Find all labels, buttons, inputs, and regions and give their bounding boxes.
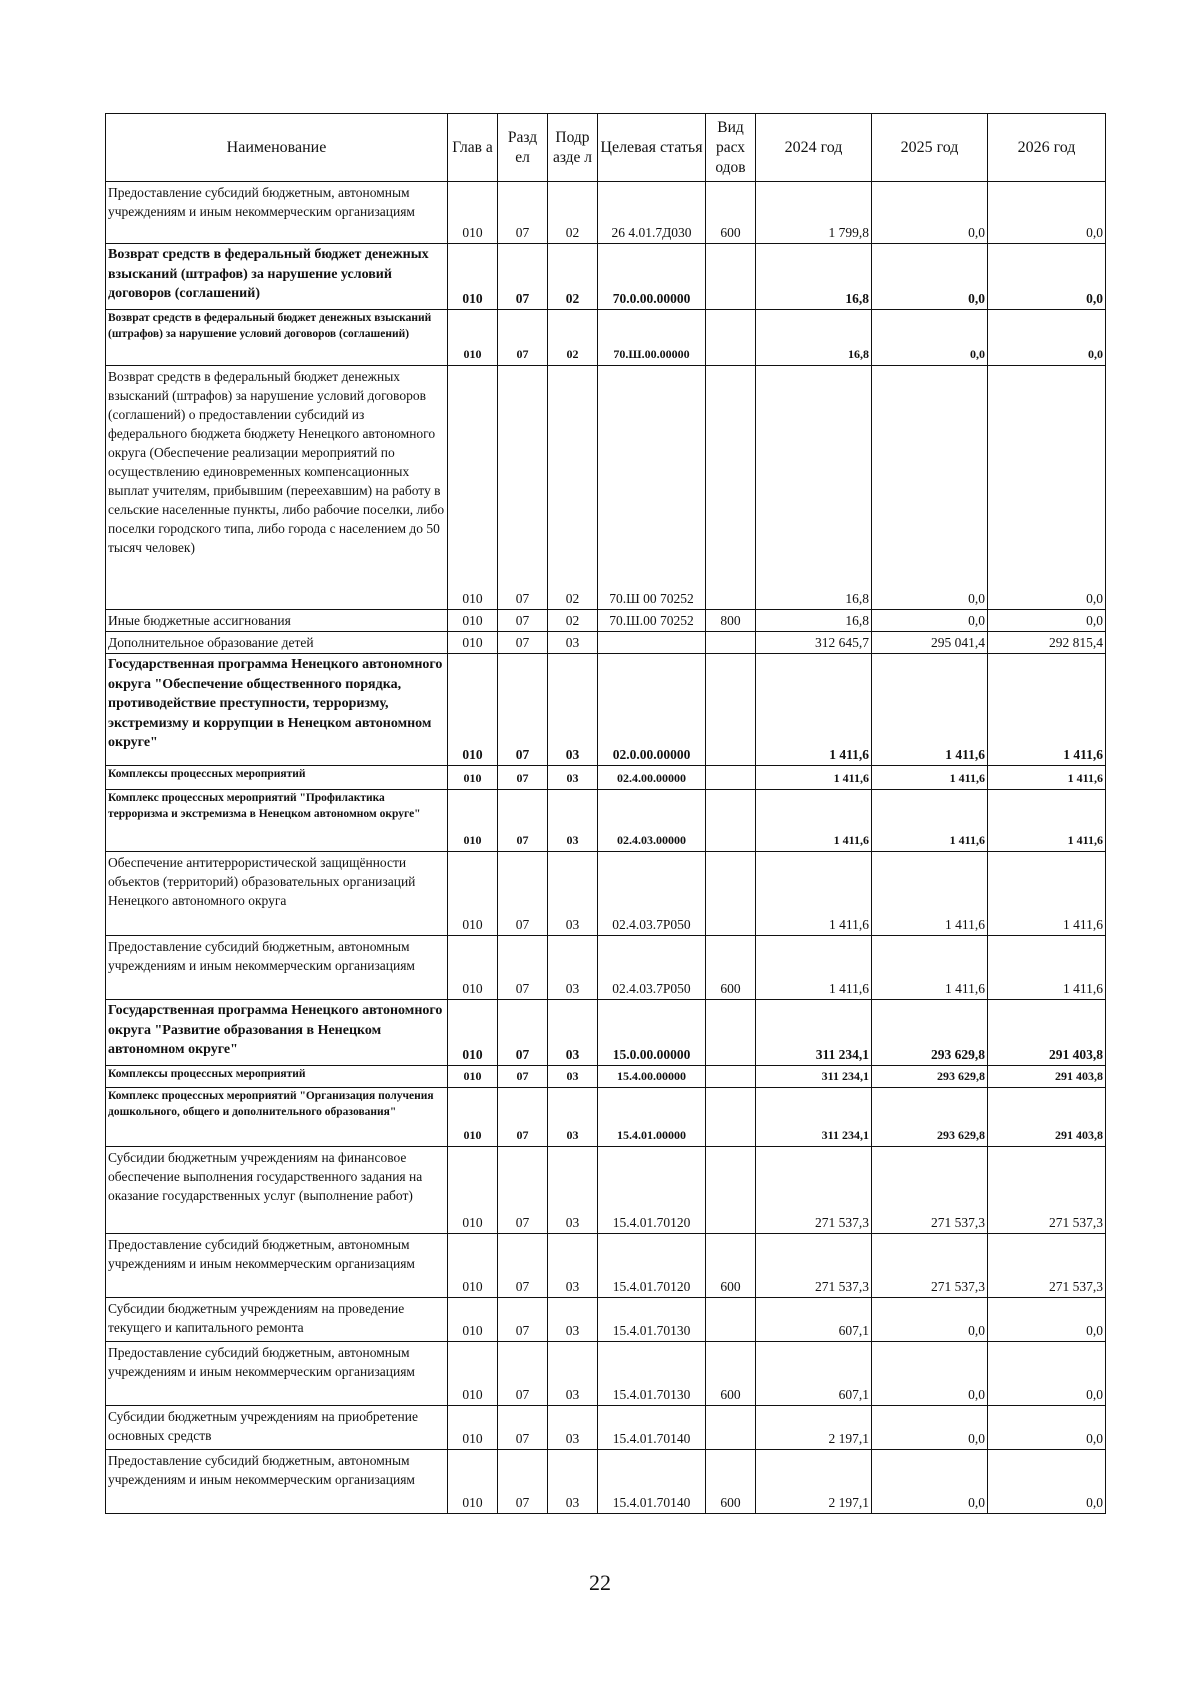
- cell-podrazdel: 02: [548, 366, 598, 610]
- cell-2025: 1 411,6: [872, 852, 988, 936]
- cell-vid-rashodov: [706, 366, 756, 610]
- cell-glava: 010: [448, 1088, 498, 1147]
- cell-podrazdel: 03: [548, 1147, 598, 1234]
- cell-razdel: 07: [498, 1450, 548, 1514]
- cell-razdel: 07: [498, 936, 548, 1000]
- cell-celevaya-statya: 70.0.00.00000: [598, 244, 706, 310]
- cell-celevaya-statya: 15.0.00.00000: [598, 1000, 706, 1066]
- cell-name: Возврат средств в федеральный бюджет денежных взысканий (штрафов) за нарушение условий договоров (соглашений): [106, 244, 448, 310]
- cell-celevaya-statya: 70.Ш.00 70252: [598, 610, 706, 632]
- cell-celevaya-statya: [598, 632, 706, 654]
- cell-2026: 291 403,8: [988, 1088, 1106, 1147]
- cell-vid-rashodov: [706, 1298, 756, 1342]
- cell-razdel: 07: [498, 1000, 548, 1066]
- cell-2025: 1 411,6: [872, 790, 988, 852]
- cell-2026: 1 411,6: [988, 790, 1106, 852]
- cell-name: Иные бюджетные ассигнования: [106, 610, 448, 632]
- cell-name: Государственная программа Ненецкого автономного округа "Развитие образования в Ненецком автономном округе": [106, 1000, 448, 1066]
- table-row: [106, 244, 1106, 310]
- table-row: [106, 766, 1106, 790]
- cell-2025: 295 041,4: [872, 632, 988, 654]
- page-number: 22: [589, 1570, 611, 1595]
- cell-glava: 010: [448, 632, 498, 654]
- cell-celevaya-statya: 15.4.01.70120: [598, 1234, 706, 1298]
- cell-2024: 1 411,6: [756, 852, 872, 936]
- header-celevaya-statya: Целевая статья: [598, 114, 706, 182]
- table-row: [106, 1088, 1106, 1147]
- cell-vid-rashodov: [706, 1000, 756, 1066]
- cell-celevaya-statya: 02.4.03.7Р050: [598, 936, 706, 1000]
- cell-razdel: 07: [498, 1298, 548, 1342]
- cell-vid-rashodov: [706, 632, 756, 654]
- cell-glava: 010: [448, 936, 498, 1000]
- cell-podrazdel: 03: [548, 1000, 598, 1066]
- table-row: [106, 654, 1106, 766]
- cell-2025: 271 537,3: [872, 1147, 988, 1234]
- cell-name: Субсидии бюджетным учреждениям на финансовое обеспечение выполнения государственного задания на оказание государственных услуг (выполнение работ): [106, 1147, 448, 1234]
- cell-2026: 0,0: [988, 310, 1106, 366]
- header-2025: 2025 год: [872, 114, 988, 182]
- cell-2025: 293 629,8: [872, 1066, 988, 1088]
- cell-name: Дополнительное образование детей: [106, 632, 448, 654]
- cell-celevaya-statya: 70.Ш 00 70252: [598, 366, 706, 610]
- cell-podrazdel: 03: [548, 654, 598, 766]
- cell-name: Субсидии бюджетным учреждениям на приобретение основных средств: [106, 1406, 448, 1450]
- cell-celevaya-statya: 15.4.01.70120: [598, 1147, 706, 1234]
- cell-podrazdel: 03: [548, 1342, 598, 1406]
- cell-razdel: 07: [498, 766, 548, 790]
- cell-2026: 271 537,3: [988, 1147, 1106, 1234]
- cell-razdel: 07: [498, 610, 548, 632]
- cell-glava: 010: [448, 1234, 498, 1298]
- cell-2026: 0,0: [988, 610, 1106, 632]
- cell-2025: 0,0: [872, 610, 988, 632]
- cell-podrazdel: 03: [548, 790, 598, 852]
- cell-glava: 010: [448, 366, 498, 610]
- cell-podrazdel: 03: [548, 766, 598, 790]
- cell-2026: 0,0: [988, 1406, 1106, 1450]
- cell-vid-rashodov: [706, 1066, 756, 1088]
- cell-razdel: 07: [498, 654, 548, 766]
- header-razdel: Разд ел: [498, 114, 548, 182]
- cell-vid-rashodov: [706, 766, 756, 790]
- cell-vid-rashodov: [706, 1406, 756, 1450]
- cell-2024: 16,8: [756, 366, 872, 610]
- cell-razdel: 07: [498, 1406, 548, 1450]
- cell-2026: 0,0: [988, 1450, 1106, 1514]
- cell-razdel: 07: [498, 1147, 548, 1234]
- cell-name: Государственная программа Ненецкого автономного округа "Обеспечение общественного порядка, противодействие преступности, терроризму, экстремизму и коррупции в Ненецком автономном округе": [106, 654, 448, 766]
- cell-2024: 271 537,3: [756, 1147, 872, 1234]
- cell-vid-rashodov: [706, 310, 756, 366]
- table-row: [106, 310, 1106, 366]
- table-row: [106, 1000, 1106, 1066]
- table-row: [106, 852, 1106, 936]
- cell-2026: 291 403,8: [988, 1066, 1106, 1088]
- cell-razdel: 07: [498, 182, 548, 244]
- cell-vid-rashodov: [706, 1147, 756, 1234]
- cell-razdel: 07: [498, 310, 548, 366]
- cell-glava: 010: [448, 790, 498, 852]
- header-2024: 2024 год: [756, 114, 872, 182]
- cell-glava: 010: [448, 244, 498, 310]
- table-body: [106, 182, 1106, 1514]
- cell-2024: 312 645,7: [756, 632, 872, 654]
- table-row: [106, 1234, 1106, 1298]
- header-glava: Глав а: [448, 114, 498, 182]
- cell-celevaya-statya: 15.4.01.70140: [598, 1450, 706, 1514]
- cell-razdel: 07: [498, 790, 548, 852]
- cell-name: Предоставление субсидий бюджетным, автономным учреждениям и иным некоммерческим организациям: [106, 1342, 448, 1406]
- cell-vid-rashodov: [706, 244, 756, 310]
- cell-2025: 0,0: [872, 1298, 988, 1342]
- cell-2026: 0,0: [988, 366, 1106, 610]
- cell-2026: 0,0: [988, 244, 1106, 310]
- cell-2026: 0,0: [988, 1298, 1106, 1342]
- cell-2025: 293 629,8: [872, 1000, 988, 1066]
- table-row: [106, 1298, 1106, 1342]
- cell-2025: 0,0: [872, 182, 988, 244]
- cell-podrazdel: 03: [548, 1234, 598, 1298]
- cell-name: Предоставление субсидий бюджетным, автономным учреждениям и иным некоммерческим организациям: [106, 1234, 448, 1298]
- cell-podrazdel: 02: [548, 182, 598, 244]
- cell-razdel: 07: [498, 1342, 548, 1406]
- cell-vid-rashodov: [706, 852, 756, 936]
- cell-name: Предоставление субсидий бюджетным, автономным учреждениям и иным некоммерческим организациям: [106, 1450, 448, 1514]
- cell-celevaya-statya: 15.4.01.70130: [598, 1298, 706, 1342]
- cell-razdel: 07: [498, 852, 548, 936]
- cell-podrazdel: 02: [548, 610, 598, 632]
- table-row: [106, 1066, 1106, 1088]
- cell-2025: 293 629,8: [872, 1088, 988, 1147]
- cell-vid-rashodov: 600: [706, 1234, 756, 1298]
- cell-name: Комплексы процессных мероприятий: [106, 1066, 448, 1088]
- cell-glava: 010: [448, 1147, 498, 1234]
- cell-vid-rashodov: 800: [706, 610, 756, 632]
- cell-celevaya-statya: 02.4.03.7Р050: [598, 852, 706, 936]
- cell-name: Возврат средств в федеральный бюджет денежных взысканий (штрафов) за нарушение условий договоров (соглашений) о предоставлении субсидий из федерального бюджета бюджету Ненецкого автономного округа (Обеспечение реализации мероприятий по осуществлению единовременных компенсационных выплат учителям, прибывшим (переехавшим) на работу в сельские населенные пункты, либо рабочие поселки, либо поселки городского типа, либо города с населением до 50 тысяч человек): [106, 366, 448, 610]
- cell-podrazdel: 03: [548, 1298, 598, 1342]
- header-vid-rashodov: Вид расх одов: [706, 114, 756, 182]
- table-row: [106, 1147, 1106, 1234]
- cell-celevaya-statya: 02.4.03.00000: [598, 790, 706, 852]
- cell-2024: 607,1: [756, 1342, 872, 1406]
- cell-2024: 16,8: [756, 244, 872, 310]
- table-row: [106, 1450, 1106, 1514]
- cell-2024: 16,8: [756, 310, 872, 366]
- cell-glava: 010: [448, 182, 498, 244]
- cell-2026: 292 815,4: [988, 632, 1106, 654]
- cell-2026: 1 411,6: [988, 654, 1106, 766]
- cell-glava: 010: [448, 1000, 498, 1066]
- cell-2026: 271 537,3: [988, 1234, 1106, 1298]
- cell-celevaya-statya: 15.4.01.70130: [598, 1342, 706, 1406]
- table-row: [106, 1406, 1106, 1450]
- cell-2026: 0,0: [988, 182, 1106, 244]
- cell-vid-rashodov: [706, 654, 756, 766]
- cell-celevaya-statya: 70.Ш.00.00000: [598, 310, 706, 366]
- cell-2026: 1 411,6: [988, 766, 1106, 790]
- header-row: [106, 114, 1106, 182]
- cell-podrazdel: 03: [548, 1066, 598, 1088]
- cell-glava: 010: [448, 1406, 498, 1450]
- header-2026: 2026 год: [988, 114, 1106, 182]
- cell-2026: 291 403,8: [988, 1000, 1106, 1066]
- cell-2024: 2 197,1: [756, 1406, 872, 1450]
- cell-2024: 271 537,3: [756, 1234, 872, 1298]
- cell-glava: 010: [448, 766, 498, 790]
- cell-podrazdel: 02: [548, 310, 598, 366]
- cell-razdel: 07: [498, 1088, 548, 1147]
- cell-name: Комплекс процессных мероприятий "Профилактика терроризма и экстремизма в Ненецком автономном округе": [106, 790, 448, 852]
- cell-2025: 1 411,6: [872, 654, 988, 766]
- cell-2024: 1 411,6: [756, 936, 872, 1000]
- cell-2025: 0,0: [872, 366, 988, 610]
- table-row: [106, 182, 1106, 244]
- table-row: [106, 936, 1106, 1000]
- cell-podrazdel: 03: [548, 852, 598, 936]
- cell-name: Комплекс процессных мероприятий "Организация получения дошкольного, общего и дополнительного образования": [106, 1088, 448, 1147]
- cell-2025: 0,0: [872, 1406, 988, 1450]
- cell-razdel: 07: [498, 1234, 548, 1298]
- cell-2024: 311 234,1: [756, 1066, 872, 1088]
- cell-razdel: 07: [498, 366, 548, 610]
- header-podrazdel: Подр азде л: [548, 114, 598, 182]
- cell-razdel: 07: [498, 1066, 548, 1088]
- cell-podrazdel: 03: [548, 1406, 598, 1450]
- cell-glava: 010: [448, 1298, 498, 1342]
- cell-2024: 2 197,1: [756, 1450, 872, 1514]
- cell-name: Предоставление субсидий бюджетным, автономным учреждениям и иным некоммерческим организациям: [106, 936, 448, 1000]
- cell-2024: 1 411,6: [756, 766, 872, 790]
- cell-2026: 0,0: [988, 1342, 1106, 1406]
- cell-vid-rashodov: 600: [706, 936, 756, 1000]
- cell-name: Комплексы процессных мероприятий: [106, 766, 448, 790]
- cell-glava: 010: [448, 1450, 498, 1514]
- cell-2024: 607,1: [756, 1298, 872, 1342]
- cell-podrazdel: 03: [548, 1450, 598, 1514]
- cell-name: Предоставление субсидий бюджетным, автономным учреждениям и иным некоммерческим организациям: [106, 182, 448, 244]
- cell-vid-rashodov: 600: [706, 1450, 756, 1514]
- cell-name: Возврат средств в федеральный бюджет денежных взысканий (штрафов) за нарушение условий договоров (соглашений): [106, 310, 448, 366]
- cell-razdel: 07: [498, 244, 548, 310]
- cell-celevaya-statya: 15.4.01.00000: [598, 1088, 706, 1147]
- cell-2024: 16,8: [756, 610, 872, 632]
- cell-glava: 010: [448, 610, 498, 632]
- cell-celevaya-statya: 15.4.00.00000: [598, 1066, 706, 1088]
- cell-vid-rashodov: [706, 1088, 756, 1147]
- cell-glava: 010: [448, 852, 498, 936]
- cell-vid-rashodov: 600: [706, 1342, 756, 1406]
- cell-vid-rashodov: [706, 790, 756, 852]
- cell-glava: 010: [448, 310, 498, 366]
- cell-podrazdel: 03: [548, 936, 598, 1000]
- cell-podrazdel: 03: [548, 632, 598, 654]
- cell-podrazdel: 03: [548, 1088, 598, 1147]
- budget-table-page: [105, 113, 1105, 1514]
- cell-glava: 010: [448, 654, 498, 766]
- cell-glava: 010: [448, 1066, 498, 1088]
- cell-celevaya-statya: 26 4.01.7Д030: [598, 182, 706, 244]
- cell-vid-rashodov: 600: [706, 182, 756, 244]
- cell-name: Обеспечение антитеррористической защищённости объектов (территорий) образовательных организаций Ненецкого автономного округа: [106, 852, 448, 936]
- cell-name: Субсидии бюджетным учреждениям на проведение текущего и капитального ремонта: [106, 1298, 448, 1342]
- table-row: [106, 366, 1106, 610]
- cell-glava: 010: [448, 1342, 498, 1406]
- cell-2026: 1 411,6: [988, 936, 1106, 1000]
- table-row: [106, 632, 1106, 654]
- table-row: [106, 610, 1106, 632]
- budget-table: [105, 113, 1106, 1514]
- cell-2025: 0,0: [872, 244, 988, 310]
- cell-razdel: 07: [498, 632, 548, 654]
- cell-2025: 0,0: [872, 1450, 988, 1514]
- cell-2025: 0,0: [872, 310, 988, 366]
- cell-2025: 1 411,6: [872, 936, 988, 1000]
- cell-podrazdel: 02: [548, 244, 598, 310]
- cell-2024: 1 411,6: [756, 654, 872, 766]
- cell-2024: 1 799,8: [756, 182, 872, 244]
- cell-2026: 1 411,6: [988, 852, 1106, 936]
- table-row: [106, 790, 1106, 852]
- header-name: Наименование: [106, 114, 448, 182]
- table-row: [106, 1342, 1106, 1406]
- cell-2025: 1 411,6: [872, 766, 988, 790]
- cell-2024: 311 234,1: [756, 1088, 872, 1147]
- cell-2025: 0,0: [872, 1342, 988, 1406]
- cell-2024: 311 234,1: [756, 1000, 872, 1066]
- cell-celevaya-statya: 15.4.01.70140: [598, 1406, 706, 1450]
- cell-2024: 1 411,6: [756, 790, 872, 852]
- cell-celevaya-statya: 02.0.00.00000: [598, 654, 706, 766]
- cell-celevaya-statya: 02.4.00.00000: [598, 766, 706, 790]
- cell-2025: 271 537,3: [872, 1234, 988, 1298]
